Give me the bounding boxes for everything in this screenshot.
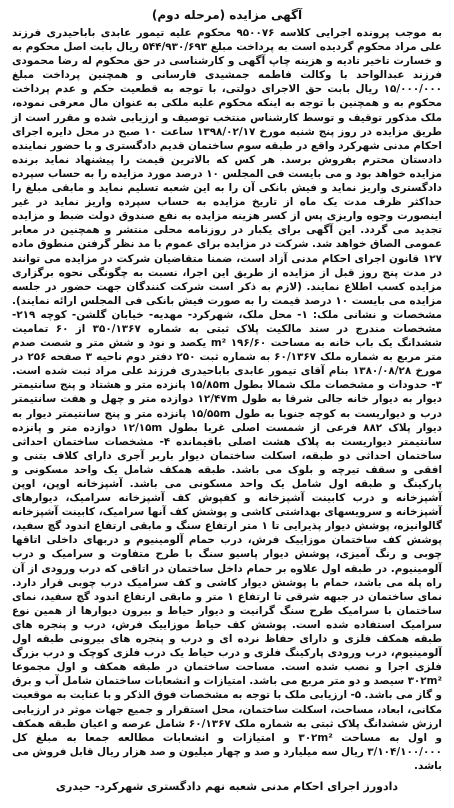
notice-paragraph: به موجب پرونده اجرایی کلاسه ۹۵۰۰۷۶ محکوم علیه تیمور عابدی باباحیدری فرزند علی مراد محکوم گردیده است به پرداخت مبلغ ۵۴۴/۹۳۰/۶۹۳ ریال بابت اصل محکوم به و خسارت تاخیر تادیه و هزینه چاپ آگهی و کارشناسی در حق محکوم له رضا محمودی فرزند عبدالواحد با وکالت فاطمه جمشیدی فارسانی و همچنین پرداخت مبلغ ۱۵/۰۰۰/۰۰۰ ریال بابت حق الاجرای دولتی، با توجه به قطعیت حکم و عدم پرداخت محکوم به و همچنین با توجه به اینکه محکوم علیه ملکی به عنوان مال معرفی نموده، ملک مذکور توقیف و توسط کارشناس منتخب توصیف و ارزیابی شده و مقرر است از طریق مزایده در روز پنج شنبه مورخ ۱۳۹۸/۰۲/۱۷ ساعت ۱۰ صبح در محل دایره اجرای احکام مدنی شهرکرد واقع در طبقه سوم ساختمان قدیم دادگستری و با حضور نماینده دادستان محترم بفروش برسد. هر کس که بالاترین قیمت را پیشنهاد نماید برنده مزایده خواهد بود و می بایست فی المجلس ۱۰ درصد مورد مزایده را به حساب سپرده دادگستری واریز نماید و فیش بانکی آن را به این شعبه تسلیم نماید و مابقی مبلغ را حداکثر ظرف مدت یک ماه از تاریخ مزایده به حساب سپرده واریز نماید در غیر اینصورت وجوه واریزی پس از کسر هزینه مزایده به نفع صندوق دولت ضبط و مزایده تجدید می گردد. این آگهی برای یکبار در روزنامه محلی منتشر و همچنین در معابر عمومی الصاق خواهد شد. شرکت در مزایده برای عموم با مد نظر گرفتن منطوق ماده ۱۲۷ قانون اجرای احکام مدنی آزاد است، ضمنا متقاضیان شرکت در مزایده می توانند در مدت پنج روز قبل از مزایده از طریق این اجرا، نسبت به چگونگی نحوه برگزاری مزایده کسب اطلاع نمایند. (لازم به ذکر است شرکت کنندگان جهت حضور در جلسه مزایده می بایست ۱۰ درصد قیمت را به صورت فیش بانکی فی المجلس ارائه نمایند). مشخصات و نشانی ملک: ۱- محل ملک، شهرکرد- مهدیه- خیابان گلشن- کوچه ۲۱۹- مشخصات مندرج در سند مالکیت پلاک ثبتی به شماره ۳۵۰/۱۳۶۷ از ۶۰ تمامیت ششدانگ یک باب خانه به مساحت ۱۹۶/۶۰ m² یکصد و نود و شش متر و شصت صدم متر مربع به شماره ملک ۶۰/۱۳۶۷ به شماره ثبت ۲۵۰ دفتر دوم ناحیه ۳ صفحه ۲۵۶ در مورخ ۱۳۸۰/۰۸/۲۸ بنام آقای تیمور عابدی باباحیدری فرزند علی مراد ثبت شده است. ۳- حدودات و مشخصات ملک شمالا بطول ۱۵/۸۵m پانزده متر و هشتاد و پنج سانتیمتر دیوار به دیوار خانه جالی شرقا به طول ۱۲/۴۷m دوازده متر و چهل و هفت سانتیمتر درب و دیواریست به کوچه جنوبا به طول ۱۵/۵۵m پانزده متر و پنج سانتیمتر دیوار به دیوار پلاک ۸۸۲ فرعی از شمست اصلی غربا بطول ۱۲/۱۵m دوازده متر و پانزده سانتیمتر دیواریست به پلاک هشت اصلی باقیمانده ۴- مشخصات ساختمان احداثی ساختمان احداثی دو طبقه، اسکلت ساختمان دیوار باربر آجری دارای کلاف بتنی و افقی و سقف تیرچه و بلوک می باشد. طبقه همکف شامل یک واحد مسکونی و پارکینگ و طبقه اول شامل یک واحد مسکونی می باشد. آشپزخانه اوپن، اوپن آشپزخانه و درب کابینت آشپزخانه و کفپوش کف آشپزخانه سرامیک، دیوارهای آشپزخانه و سرویسهای بهداشتی کاشی و پوشش کف آنها سرامیک، کابینت آشپزخانه گالوانیزه، پوشش دیوار پذیرایی تا ۱ متر ارتفاع سنگ و مابقی ارتفاع اندود گچ سفید، پوشش کف ساختمان موزاییک فرش، درب حمام آلومینیوم و دربهای داخلی اتاقها چوبی و رنگ آمیزی، پوشش دیوار پاسیو سنگ با طرح متفاوت و سرامیک و درب آلومینیوم. در طبقه اول علاوه بر حمام داخل ساختمان در اتاقی که درب ورودی از آن راه پله می باشد، حمام با پوشش دیوار کاشی و کف سرامیک درب چوبی قرار دارد. نمای ساختمان در جبهه شرقی تا ارتفاع ۱ متر و مابقی ارتفاع اندود گچ سفید، نمای ساختمان با سرامیک طرح سنگ گرانیت و دیوار حیاط و بیرون دیوارها از همین نوع سرامیک استفاده شده است. پوشش کف حیاط موزاییک فرش، درب و پنجره های طبقه همکف فلزی و دارای حفاظ نرده ای و درب و پنجره های بیرونی طبقه اول آلومینیوم، درب ورودی پارکینگ فلزی و درب حیاط یک درب فلزی کوچک و درب بزرگ فلزی اجرا و نصب شده است. مساحت ساختمان در طبقه همکف و اول مجموعا ۳۰۲m² سیصد و دو متر مربع می باشد. امتیازات و انشعابات ساختمان شامل آب و برق و گاز می باشد. ۵- ارزیابی ملک با توجه به مشخصات فوق الذکر و با عنایت به موقعیت مکانی، ابعاد، مساحت، اسکلت ساختمان، محل استقرار و جمیع جهات موثر در ارزیابی ارزش ششدانگ پلاک ثبتی به شماره ملک ۶۰/۱۳۶۷ شامل عرصه و اعیان طبقه همکف و اول به مساحت ۳۰۲m² و امتیازات و انشعابات مطالعه جمعا به مبلغ کل ۳/۱۰۴/۱۰۰/۰۰۰ ریال سه میلیارد و صد و چهار میلیون و صد هزار ریال قابل فروش می باشد.: [12, 27, 443, 772]
notice-title: آگهی مزایده (مرحله دوم): [151, 8, 303, 22]
notice-signature: دادورز اجرای احکام مدنی شعبه نهم دادگستری شهرکرد- حیدری: [55, 779, 399, 793]
notice-body: [12, 26, 442, 773]
auction-notice: [4, 3, 450, 803]
